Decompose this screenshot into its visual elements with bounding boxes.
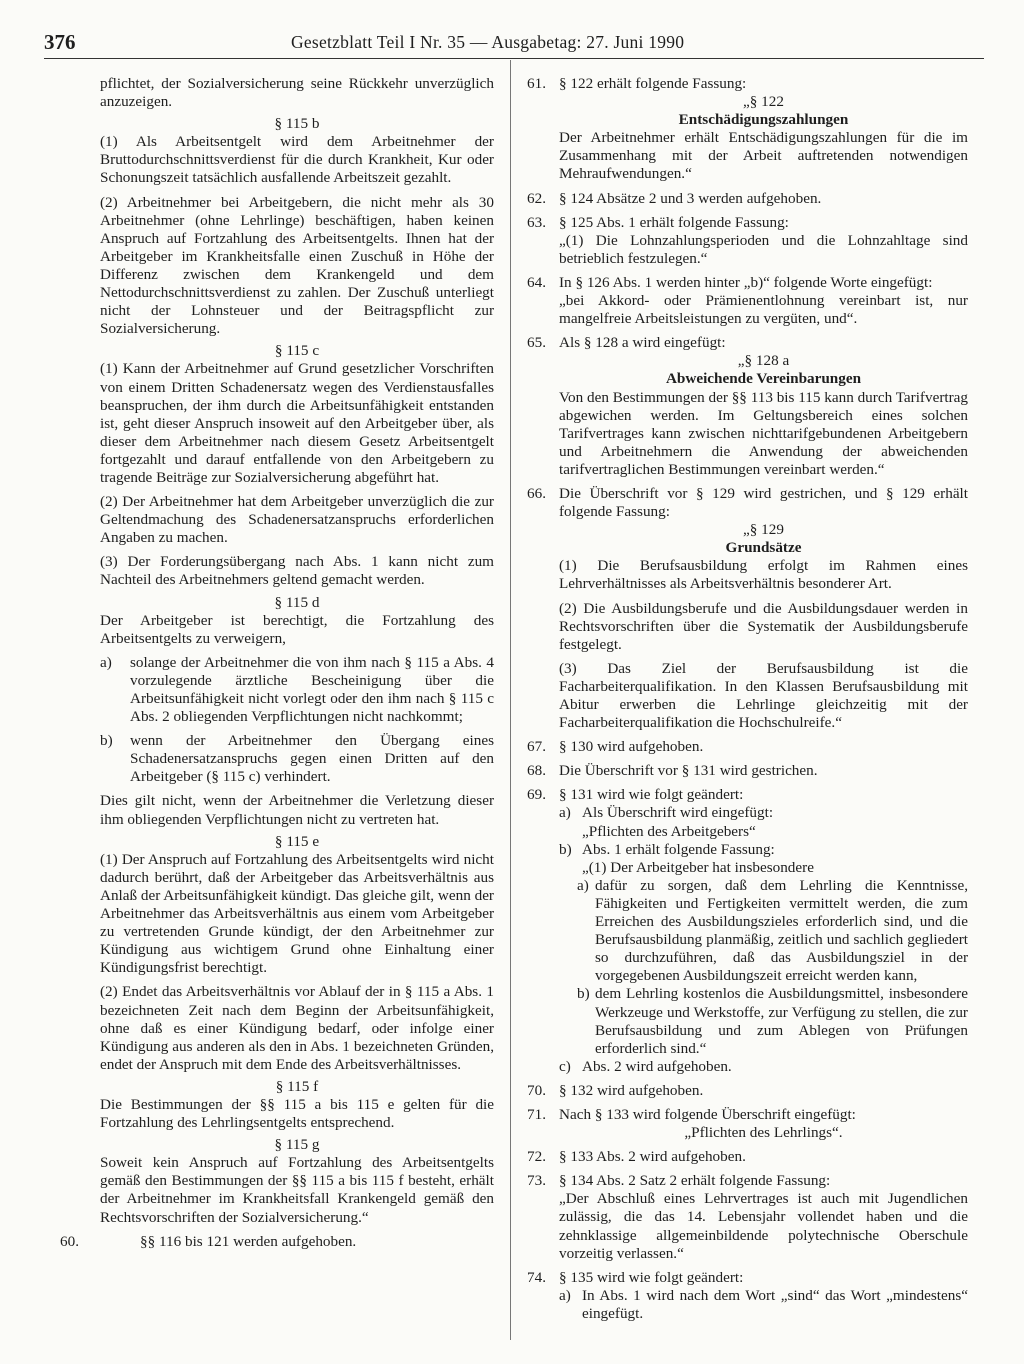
sub-item-label: a) bbox=[577, 876, 589, 894]
quoted-text: „(1) Der Arbeitgeber hat insbesondere bbox=[582, 858, 814, 876]
sub-item bbox=[527, 841, 968, 877]
section-title-115c: § 115 c bbox=[274, 342, 320, 360]
section-title-115d: § 115 d bbox=[274, 593, 320, 611]
item-number: 65. bbox=[527, 334, 546, 352]
quoted-text: „Pflichten des Lehrlings“. bbox=[684, 1124, 843, 1142]
section-title-115g: § 115 g bbox=[274, 1136, 320, 1154]
sub-item-label: a) bbox=[559, 804, 571, 822]
numbered-item-64 bbox=[527, 274, 968, 328]
item-text: § 135 wird wie folgt geändert: bbox=[559, 1268, 744, 1286]
item-text: Die Überschrift vor § 131 wird gestrichen. bbox=[559, 762, 818, 780]
sub-item-text: Abs. 1 erhält folgende Fassung: bbox=[582, 840, 775, 858]
sub-item-label: b) bbox=[577, 985, 590, 1003]
page-number: 376 bbox=[44, 30, 76, 54]
numbered-item-62 bbox=[527, 190, 968, 208]
item-number: 61. bbox=[527, 75, 546, 92]
quoted-section-heading: Abweichende Vereinbarungen bbox=[665, 370, 862, 388]
quoted-section-title: „§ 128 a bbox=[737, 352, 790, 370]
quoted-text: „Der Abschluß eines Lehrvertrages ist auch mit Jugendlichen zulässig, die das 14. Lebensjahr vollendet haben und die zehnklassige allgemeinbildende polytechnische Oberschule vorzeitig verlassen.“ bbox=[559, 1190, 968, 1262]
sub-item-text: Abs. 2 wird aufgehoben. bbox=[582, 1057, 732, 1075]
item-number: 63. bbox=[527, 213, 546, 231]
list-item bbox=[100, 732, 494, 786]
numbered-item-61 bbox=[527, 75, 968, 184]
right-column bbox=[527, 75, 968, 1323]
item-text: § 131 wird wie folgt geändert: bbox=[559, 786, 744, 804]
quoted-section-heading: Grundsätze bbox=[725, 539, 802, 557]
item-text: In § 126 Abs. 1 werden hinter „b)“ folgende Worte eingefügt: bbox=[559, 273, 933, 291]
item-number: 69. bbox=[527, 786, 546, 804]
column-divider bbox=[510, 60, 511, 1340]
numbered-item-60 bbox=[60, 1232, 494, 1251]
sub-item-text: Als Überschrift wird eingefügt: bbox=[582, 804, 774, 822]
sub-sub-item bbox=[527, 877, 968, 986]
item-text: § 132 wird aufgehoben. bbox=[559, 1081, 704, 1099]
numbered-item-69 bbox=[527, 786, 968, 804]
running-title: Gesetzblatt Teil I Nr. 35 — Ausgabetag: 27. Juni 1990 bbox=[291, 32, 685, 52]
numbered-item-73 bbox=[527, 1172, 968, 1262]
paragraph: (1) Als Arbeitsentgelt wird dem Arbeitnehmer der Bruttodurchschnittsverdienst für die durch Krankheit, Kur oder Schonungszeit tatsächlich ausfallende Arbeitszeit gezahlt. bbox=[100, 133, 494, 187]
numbered-item-63 bbox=[527, 214, 968, 268]
sub-item-text: dem Lehrling kostenlos die Ausbildungsmittel, insbesondere Werkzeuge und Werkstoffe, zur Verfügung zu stellen, die zur Berufsausbildung und zum Ablegen von Prüfungen erforderlich sind.“ bbox=[595, 985, 968, 1057]
paragraph: (3) Der Forderungsübergang nach Abs. 1 kann nicht zum Nachteil des Arbeitnehmers geltend gemacht werden. bbox=[100, 553, 494, 589]
numbered-item-65 bbox=[527, 334, 968, 479]
sub-item bbox=[527, 1287, 968, 1323]
sub-sub-item bbox=[527, 985, 968, 1057]
item-text: Nach § 133 wird folgende Überschrift eingefügt: bbox=[559, 1105, 856, 1123]
sub-item-label: a) bbox=[559, 1286, 571, 1304]
section-title-115e: § 115 e bbox=[274, 832, 320, 850]
list-item bbox=[100, 654, 494, 726]
item-number: 60. bbox=[60, 1232, 79, 1250]
continuation-text: pflichtet, der Sozialversicherung seine Rückkehr unverzüglich anzuzeigen. bbox=[100, 75, 494, 111]
item-number: 66. bbox=[527, 484, 546, 502]
paragraph: (1) Kann der Arbeitnehmer auf Grund gesetzlicher Vorschriften von einem Dritten Schadenersatz wegen des Verdienstausfalles beanspruchen, der ihm durch die Arbeitsunfähigkeit entstanden ist, geht dieser Anspruch insoweit auf den Arbeitgeber über, als dieser dem Arbeitnehmer nach diesem Gesetz Arbeitsentgelt fortgezahlt und darauf entfallende von den Arbeitgebern zu tragende Beiträge zur Sozialversicherung abgeführt hat. bbox=[100, 360, 494, 486]
section-title-115b: § 115 b bbox=[274, 115, 320, 133]
sub-item-text: dafür zu sorgen, daß dem Lehrling die Kenntnisse, Fähigkeiten und Fertigkeiten vermittelt werden, die zum Erreichen des Ausbildungszieles erforderlich sind, und die Berufsausbildung planmäßig, zeitlich und sachlich gegliedert so durchzuführen, daß das Ausbildungsziel in der vorgegebenen Ausbildungszeit erreicht werden kann, bbox=[595, 876, 968, 985]
paragraph: Soweit kein Anspruch auf Fortzahlung des Arbeitsentgelts gemäß den Bestimmungen der §§ 115 a bis 115 f besteht, erhält der Arbeitnehmer im Krankheitsfall Krankengeld gemäß den Rechtsvorschriften der Sozialversicherung.“ bbox=[100, 1154, 494, 1226]
list-text: solange der Arbeitnehmer die von ihm nach § 115 a Abs. 4 vorzulegende ärztliche Bescheinigung über die Arbeitsunfähigkeit nicht vorlegt oder den ihm nach § 115 c Abs. 2 obliegenden Verpflichtungen nicht nachkommt; bbox=[130, 653, 494, 726]
item-text: Die Überschrift vor § 129 wird gestrichen, und § 129 erhält folgende Fassung: bbox=[559, 484, 968, 521]
numbered-item-66 bbox=[527, 485, 968, 732]
list-label: b) bbox=[100, 732, 113, 750]
numbered-item-74 bbox=[527, 1269, 968, 1287]
sub-item-label: c) bbox=[559, 1057, 571, 1075]
item-number: 71. bbox=[527, 1105, 546, 1123]
item-number: 64. bbox=[527, 273, 546, 291]
item-number: 67. bbox=[527, 738, 546, 756]
paragraph: Dies gilt nicht, wenn der Arbeitnehmer die Verletzung dieser ihm obliegenden Verpflichtungen nicht zu vertreten hat. bbox=[100, 792, 494, 828]
item-number: 70. bbox=[527, 1081, 546, 1099]
list-label: a) bbox=[100, 653, 112, 671]
numbered-item-70 bbox=[527, 1082, 968, 1100]
quoted-text: Der Arbeitnehmer erhält Entschädigungszahlungen für die im Zusammenhang mit der Arbeit auftretenden notwendigen Mehraufwendungen.“ bbox=[559, 129, 968, 183]
left-column bbox=[60, 75, 494, 1251]
quoted-text: (1) Die Berufsausbildung erfolgt im Rahmen eines Lehrverhältnisses als Arbeitsverhältnis besonderer Art. bbox=[559, 557, 968, 593]
page-header bbox=[44, 30, 984, 59]
item-number: 68. bbox=[527, 762, 546, 780]
paragraph: (1) Der Anspruch auf Fortzahlung des Arbeitsentgelts wird nicht dadurch berührt, daß der Arbeitgeber das Arbeitsverhältnis aus Anlaß der Arbeitsunfähigkeit kündigt. Das gleiche gilt, wenn der Arbeitnehmer das Arbeitsverhältnis aus einem vom Arbeitgeber zu vertretenden Grunde kündigt, der den Arbeitnehmer zur Kündigung aus wichtigem Grund ohne Einhaltung einer Kündigungsfrist berechtigt. bbox=[100, 850, 494, 977]
quoted-text: „(1) Die Lohnzahlungsperioden und die Lohnzahltage sind betrieblich festzulegen.“ bbox=[559, 231, 968, 267]
paragraph: Der Arbeitgeber ist berechtigt, die Fortzahlung des Arbeitsentgelts zu verweigern, bbox=[100, 611, 494, 647]
numbered-item-67 bbox=[527, 738, 968, 756]
item-number: 72. bbox=[527, 1148, 546, 1166]
quoted-section-title: „§ 122 bbox=[743, 93, 784, 111]
quoted-text: Von den Bestimmungen der §§ 113 bis 115 kann durch Tarifvertrag abgewichen werden. Im Geltungsbereich eines solchen Tarifvertrages kann zwischen nichttarifgebundenen Arbeitgebern und Arbeitnehmern die Anwendung der abweichenden tarifvertraglichen Bestimmungen vereinbart werden.“ bbox=[559, 388, 968, 478]
quoted-text: „Pflichten des Arbeitgebers“ bbox=[582, 822, 756, 840]
list-text: wenn der Arbeitnehmer den Übergang eines Schadenersatzanspruchs gegen einen Dritten auf den Arbeitgeber (§ 115 c) verhindert. bbox=[130, 732, 494, 786]
paragraph: (2) Der Arbeitnehmer hat dem Arbeitgeber unverzüglich die zur Geltendmachung des Schadenersatzanspruchs erforderlichen Angaben zu machen. bbox=[100, 493, 494, 547]
item-number: 74. bbox=[527, 1268, 546, 1286]
item-text: § 133 Abs. 2 wird aufgehoben. bbox=[559, 1148, 746, 1166]
paragraph: Die Bestimmungen der §§ 115 a bis 115 e gelten für die Fortzahlung des Lehrlingsentgelts entsprechend. bbox=[100, 1095, 494, 1132]
quoted-text: (2) Die Ausbildungsberufe und die Ausbildungsdauer werden in Rechtsvorschriften über die Systematik der Ausbildungsberufe festgelegt. bbox=[559, 599, 968, 653]
paragraph: (2) Endet das Arbeitsverhältnis vor Ablauf der in § 115 a Abs. 1 bezeichneten Zeit nach dem Beginn der Arbeitsunfähigkeit, ohne daß es einer Kündigung bedarf, oder infolge einer Kündigung aus anderen als den in Abs. 1 bezeichneten Gründen, endet der Anspruch mit dem Ende des Arbeitsverhältnisses. bbox=[100, 983, 494, 1073]
sub-item-label: b) bbox=[559, 840, 572, 858]
sub-item bbox=[527, 804, 968, 840]
item-text: § 125 Abs. 1 erhält folgende Fassung: bbox=[559, 213, 789, 231]
sub-item-text: In Abs. 1 wird nach dem Wort „sind“ das Wort „mindestens“ eingefügt. bbox=[582, 1286, 968, 1322]
paragraph: (2) Arbeitnehmer bei Arbeitgebern, die nicht mehr als 30 Arbeitnehmer (ohne Lehrlinge) beschäftigen, haben keinen Anspruch auf Fortzahlung des Arbeitsentgelts. Ihnen hat der Arbeitgeber im Krankheitsfalle einen Zuschuß in Höhe der Differenz zwischen dem Krankengeld und dem Nettodurchschnittsverdienst zu zahlen. Der Zuschuß unterliegt nicht der Lohnsteuer und der Beitragspflicht zur Sozialversicherung. bbox=[100, 193, 494, 338]
item-text: § 122 erhält folgende Fassung: bbox=[559, 75, 747, 92]
item-number: 73. bbox=[527, 1172, 546, 1190]
item-text: Als § 128 a wird eingefügt: bbox=[559, 334, 726, 352]
item-number: 62. bbox=[527, 189, 546, 207]
quoted-section-heading: Entschädigungszahlungen bbox=[678, 111, 849, 129]
item-text: § 134 Abs. 2 Satz 2 erhält folgende Fassung: bbox=[559, 1172, 831, 1190]
sub-item bbox=[527, 1058, 968, 1076]
item-text: § 130 wird aufgehoben. bbox=[559, 738, 704, 756]
item-text: § 124 Absätze 2 und 3 werden aufgehoben. bbox=[559, 189, 822, 207]
item-text: §§ 116 bis 121 werden aufgehoben. bbox=[140, 1232, 357, 1250]
quoted-section-title: „§ 129 bbox=[743, 521, 784, 539]
numbered-item-71 bbox=[527, 1106, 968, 1142]
quoted-text: „bei Akkord- oder Prämienentlohnung vereinbart ist, nur mangelfreie Arbeitsleistungen zu vergüten, und“. bbox=[559, 292, 968, 328]
section-title-115f: § 115 f bbox=[275, 1077, 319, 1095]
quoted-text: (3) Das Ziel der Berufsausbildung ist die Facharbeiterqualifikation. In den Klassen Berufsausbildung mit Abitur erwerben die Lehrlinge gleichzeitig mit der Facharbeiterqualifikation die Hochschulreife.“ bbox=[559, 659, 968, 732]
numbered-item-72 bbox=[527, 1148, 968, 1166]
numbered-item-68 bbox=[527, 762, 968, 780]
